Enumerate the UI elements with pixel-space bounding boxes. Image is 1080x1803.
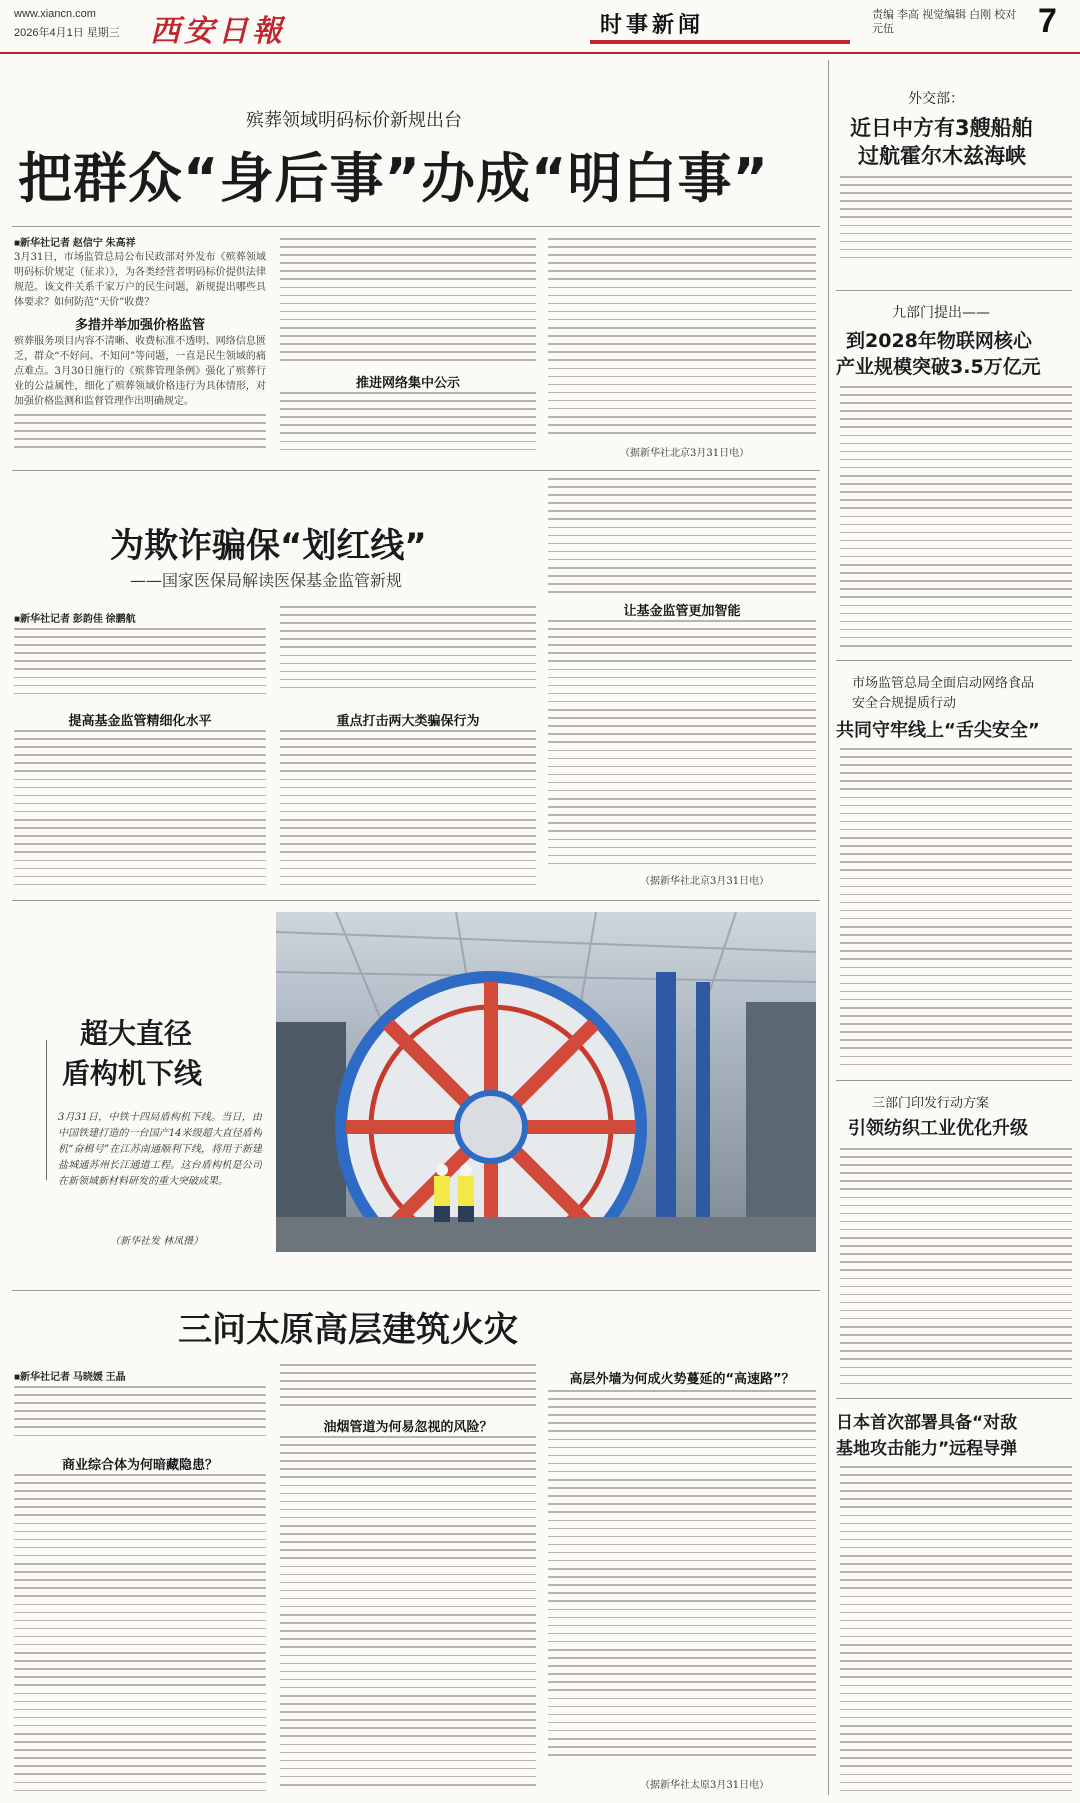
newspaper-logo: 西安日報: [150, 14, 286, 49]
lead-byline: ■新华社记者 赵信宁 朱高祥: [14, 238, 136, 249]
right-story-3-kicker-2: 安全合规提质行动: [852, 696, 957, 711]
fraud-subhead-2: 重点打击两大类骗保行为: [336, 714, 480, 729]
right-story-5-headline-2: 基地攻击能力”远程导弹: [836, 1439, 1018, 1459]
right-story-2-headline-2: 产业规模突破3.5万亿元: [836, 356, 1041, 378]
section-title: 时事新闻: [600, 13, 705, 38]
fire-text-4: [280, 1436, 536, 1792]
editor-credits: 责编 李高 视觉编辑 白刚 校对 元伍: [872, 9, 1017, 35]
section-underline: [590, 40, 850, 44]
right-story-1-headline-2: 过航霍尔木兹海峡: [858, 144, 1026, 168]
right-story-2-kicker: 九部门提出——: [892, 305, 990, 321]
fire-text-3: [280, 1364, 536, 1412]
lead-subhead-1: 多措并举加强价格监管: [74, 318, 205, 333]
right-story-4-text: [840, 1148, 1072, 1384]
right-story-1-headline-1: 近日中方有3艘船舶: [850, 116, 1033, 140]
fraud-dateline: （据新华社北京3月31日电）: [640, 876, 770, 887]
right-rule-3: [836, 1080, 1072, 1081]
right-story-1-kicker: 外交部：: [908, 91, 964, 107]
fraud-text-1: [14, 628, 266, 698]
tunnel-boring-machine-photo: [276, 912, 816, 1252]
right-story-5-text: [840, 1466, 1072, 1794]
right-story-1-text: [840, 176, 1072, 268]
fraud-subhead-3: 让基金监管更加智能: [623, 604, 741, 619]
lead-rule: [12, 226, 820, 227]
fire-subhead-3: 高层外墙为何成火势蔓延的“高速路”？: [569, 1372, 795, 1387]
fraud-headline: 为欺诈骗保“划红线”: [110, 526, 427, 566]
fire-text-1: [14, 1386, 266, 1442]
right-story-3-text: [840, 748, 1072, 1066]
photo-title-bracket: [46, 1040, 47, 1180]
fraud-text-3: [280, 606, 536, 698]
fraud-text-4: [280, 730, 536, 890]
right-rule-2: [836, 660, 1072, 661]
fire-headline: 三问太原高层建筑火灾: [178, 1310, 518, 1350]
fraud-byline: ■新华社记者 彭韵佳 徐鹏航: [14, 614, 136, 625]
fraud-subtitle: ——国家医保局解读医保基金监管新规: [130, 571, 403, 590]
lead-subhead-2: 推进网络集中公示: [355, 376, 460, 391]
fraud-text-5: [548, 478, 816, 596]
right-column-divider: [828, 60, 829, 1795]
page-number: 7: [1038, 2, 1057, 40]
right-story-3-kicker-1: 市场监管总局全面启动网络食品: [852, 676, 1035, 691]
lead-text-col3: [548, 238, 816, 436]
right-rule-4: [836, 1398, 1072, 1399]
lead-paragraph-2: 殡葬服务项目内容不清晰、收费标准不透明、网络信息匮乏，群众“不好问、不知问”等问题，一直是民生领域的痛点难点。3月30日施行的《殡葬管理条例》强化了殡葬行业的公益属性，细化了殡葬领域价格违行为具体情形，对加强价格监测和监督管理作出明确规定。: [14, 336, 266, 407]
fire-dateline: （据新华社太原3月31日电）: [640, 1780, 770, 1791]
right-story-5-headline-1: 日本首次部署具备“对敌: [836, 1413, 1018, 1433]
right-story-4-kicker: 三部门印发行动方案: [872, 1096, 990, 1111]
right-story-3-headline: 共同守牢线上“舌尖安全”: [836, 720, 1040, 741]
photo-title-line1: 超大直径: [80, 1017, 193, 1050]
site-url: www.xiancn.com: [14, 8, 96, 20]
lead-kicker: 殡葬领域明码标价新规出台: [246, 110, 462, 131]
right-story-4-headline: 引领纺织工业优化升级: [848, 1118, 1028, 1139]
fire-subhead-2: 油烟管道为何易忽视的风险？: [323, 1420, 493, 1435]
fraud-text-2: [14, 730, 266, 890]
fire-byline: ■新华社记者 马晓媛 王晶: [14, 1372, 126, 1383]
right-story-2-headline-1: 到2028年物联网核心: [846, 330, 1032, 352]
lead-headline: 把群众“身后事”办成“明白事”: [18, 147, 769, 210]
fire-text-2: [14, 1474, 266, 1792]
fraud-subhead-1: 提高基金监管精细化水平: [68, 714, 212, 729]
right-story-2-text: [840, 386, 1072, 648]
lead-text-col2: [280, 238, 536, 364]
fire-top-rule: [12, 1290, 820, 1291]
lead-text-col2b: [280, 392, 536, 458]
photo-title-line2: 盾构机下线: [62, 1057, 203, 1090]
fire-text-5: [548, 1390, 816, 1762]
fraud-top-rule: [12, 470, 820, 471]
right-rule-1: [836, 290, 1072, 291]
photo-caption: 3月31日，中铁十四局盾构机下线。当日，由中国铁建打造的一台国产14米级超大直径盾构机“奋楫号”在江苏南通顺利下线，将用于新建盐城通苏州长江通道工程。这台盾构机是公司在新领域新材料研发的重大突破成果。: [58, 1112, 262, 1187]
fraud-text-6: [548, 620, 816, 866]
issue-date: 2026年4月1日 星期三: [14, 27, 120, 39]
photo-credit: （新华社发 林凤摄）: [110, 1236, 204, 1247]
photo-top-rule: [12, 900, 820, 901]
fire-subhead-1: 商业综合体为何暗藏隐患？: [61, 1458, 218, 1473]
lead-dateline: （据新华社北京3月31日电）: [620, 448, 750, 459]
lead-text-block: [14, 414, 266, 458]
lead-paragraph: 3月31日，市场监管总局公布民政部对外发布《殡葬领域明码标价规定（征求）》，为各类经营者明码标价提供法律规范。该文件关系千家万户的民生问题，新规提出哪些具体要求？如何防范“天价”收费？: [14, 252, 266, 308]
